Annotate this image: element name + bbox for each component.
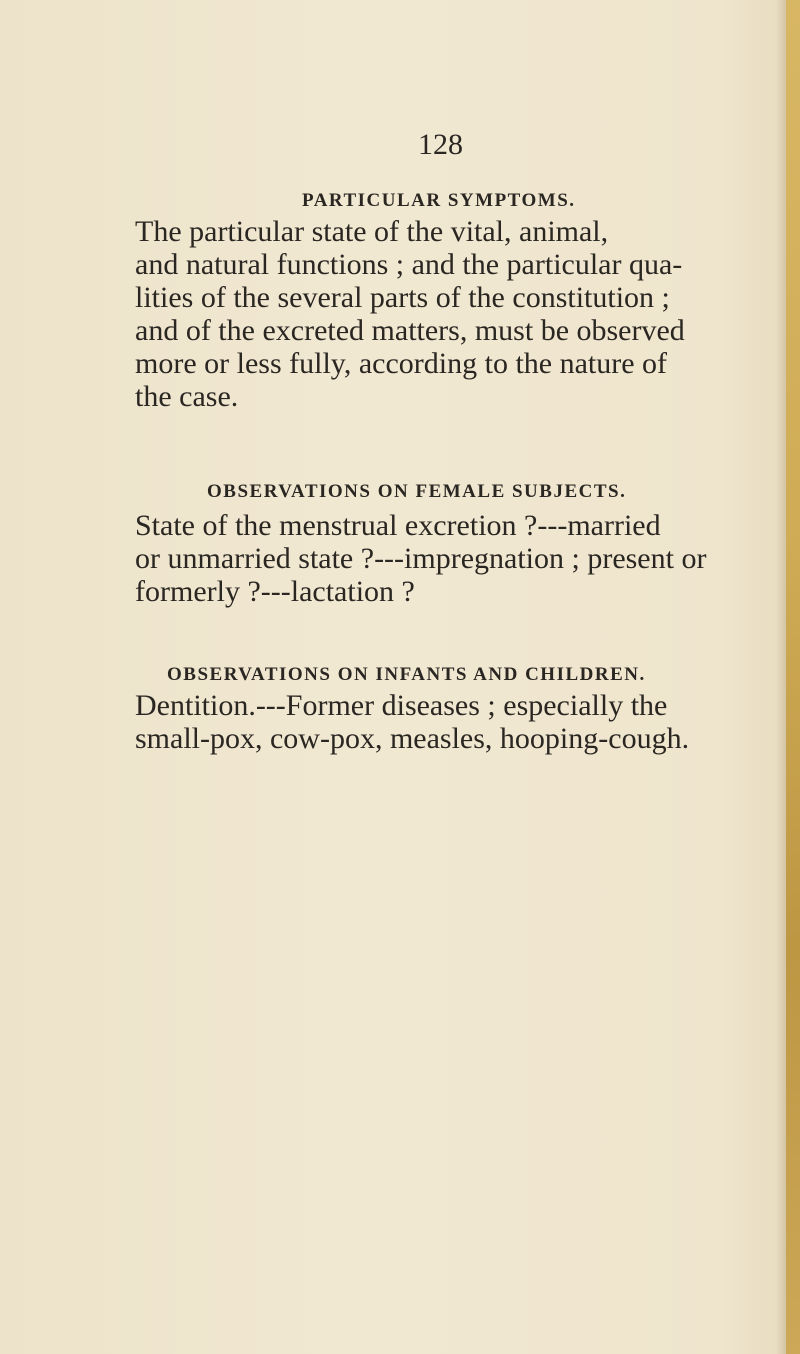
page-number: 128 bbox=[418, 128, 463, 161]
text-line: Dentition.---Former diseases ; especially the bbox=[135, 689, 668, 722]
text-line: and of the excreted matters, must be observed bbox=[135, 314, 685, 347]
text-line: or unmarried state ?---impregnation ; present or bbox=[135, 542, 707, 575]
section-body-particular-symptoms bbox=[135, 215, 685, 413]
text-line: State of the menstrual excretion ?---married bbox=[135, 509, 661, 542]
text-line: small-pox, cow-pox, measles, hooping-cough. bbox=[135, 722, 690, 755]
section-heading-female-subjects: OBSERVATIONS ON FEMALE SUBJECTS. bbox=[207, 481, 627, 502]
section-heading-infants-children: OBSERVATIONS ON INFANTS AND CHILDREN. bbox=[167, 664, 646, 685]
section-body-female-subjects bbox=[135, 509, 706, 608]
text-line: lities of the several parts of the constitution ; bbox=[135, 281, 670, 314]
text-line: The particular state of the vital, animal, bbox=[135, 215, 609, 248]
text-line: more or less fully, according to the nature of bbox=[135, 347, 668, 380]
text-line: the case. bbox=[135, 380, 239, 413]
section-body-infants-children bbox=[135, 689, 689, 755]
section-heading-particular-symptoms: PARTICULAR SYMPTOMS. bbox=[302, 190, 576, 211]
text-line: and natural functions ; and the particular qua- bbox=[135, 248, 683, 281]
text-line: formerly ?---lactation ? bbox=[135, 575, 415, 608]
